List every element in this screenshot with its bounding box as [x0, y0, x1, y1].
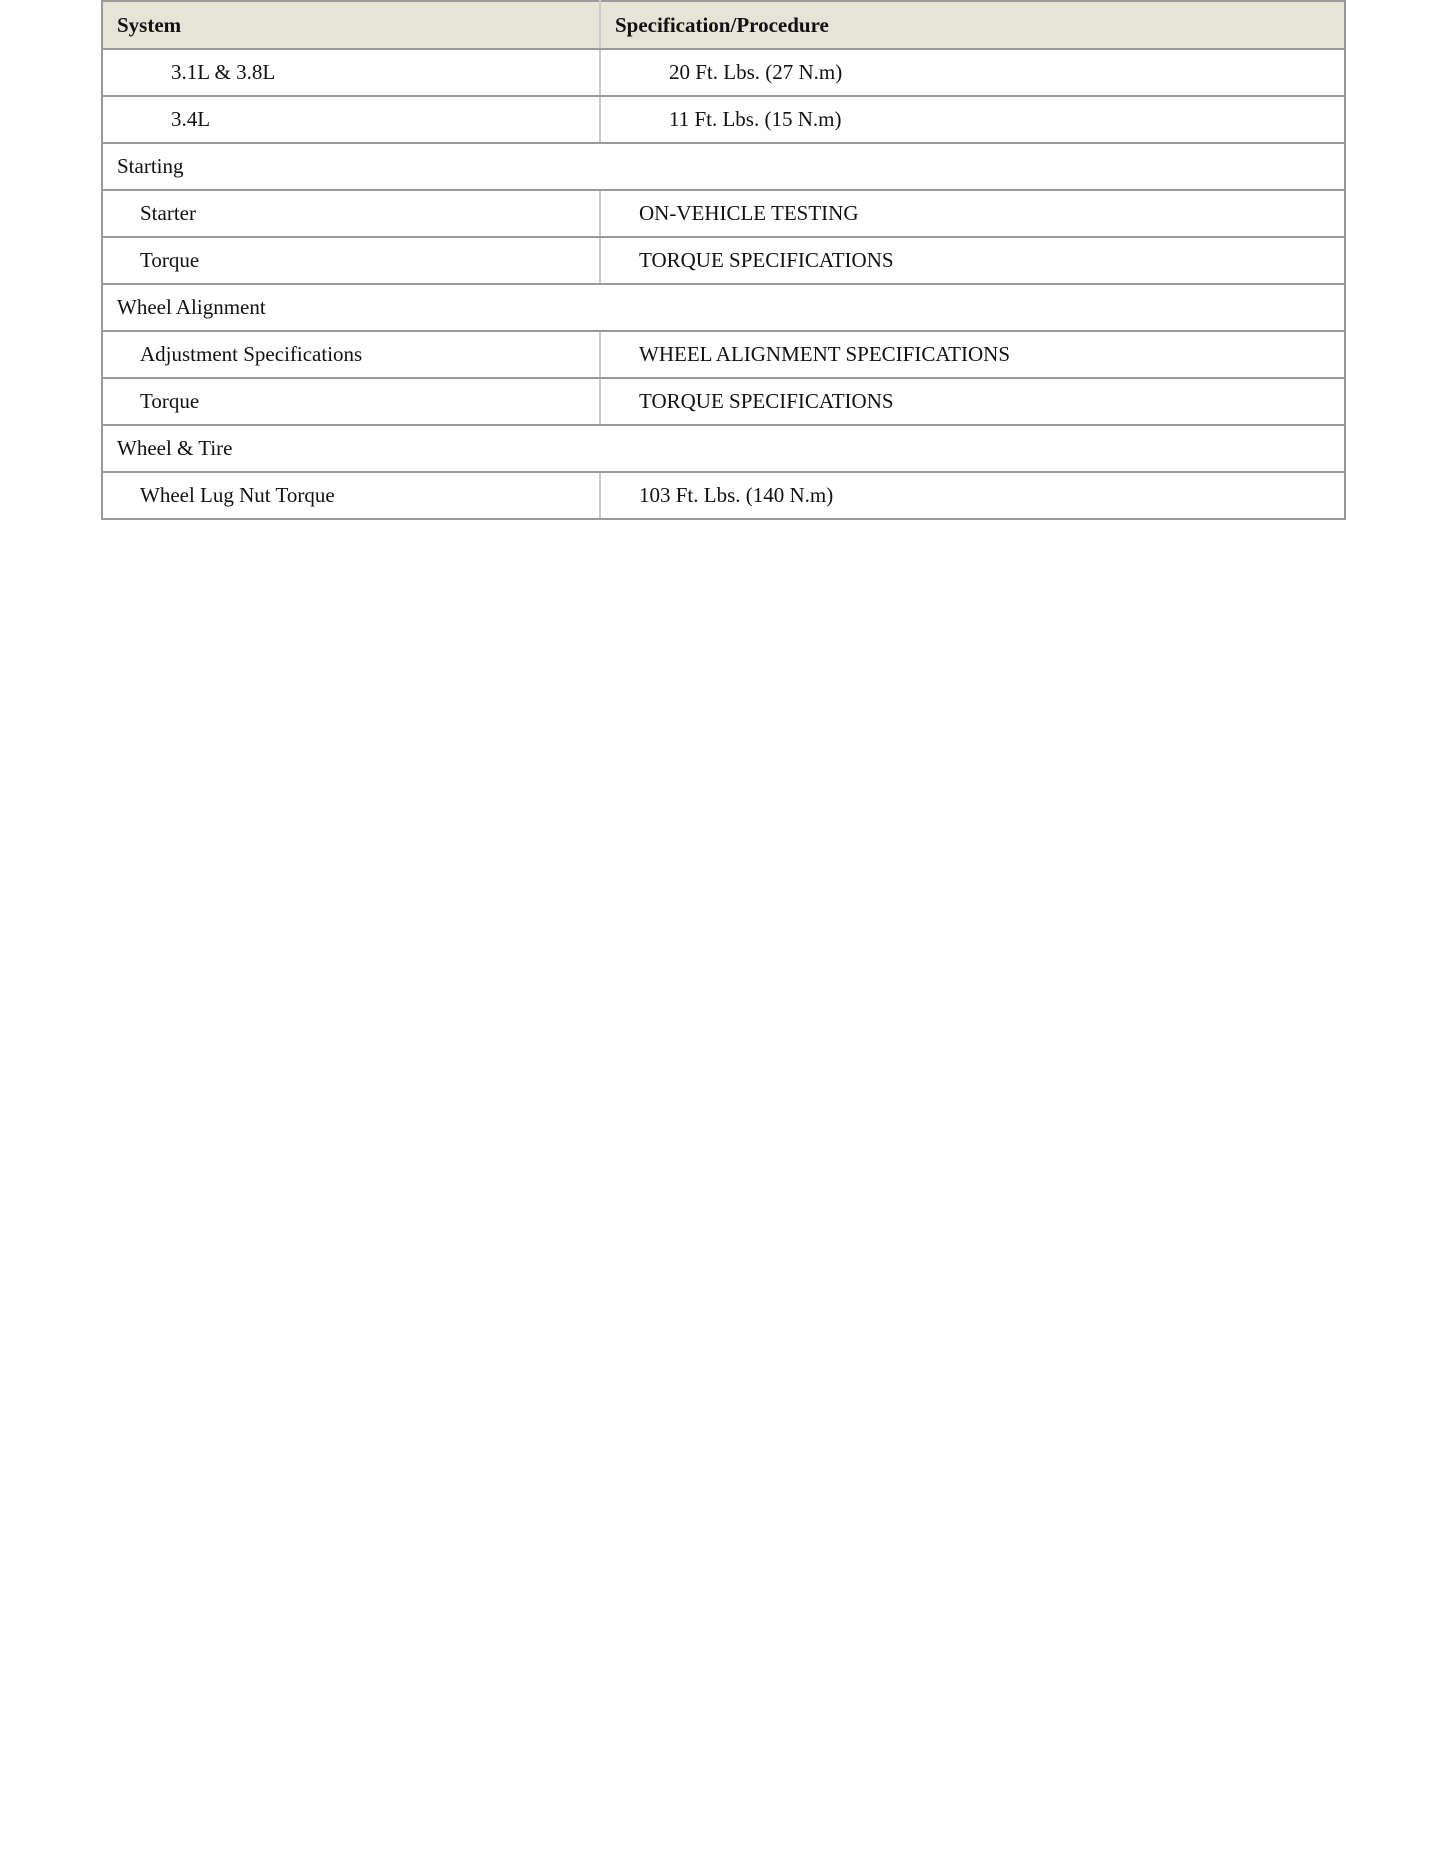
table-row [102, 237, 1345, 284]
section-heading-starting: Starting [102, 143, 1345, 190]
table-row [102, 472, 1345, 519]
spec-cell: 11 Ft. Lbs. (15 N.m) [600, 96, 1345, 143]
spec-cell: 20 Ft. Lbs. (27 N.m) [600, 49, 1345, 96]
system-cell: 3.4L [102, 96, 600, 143]
section-heading-wheel-tire: Wheel & Tire [102, 425, 1345, 472]
table-row [102, 49, 1345, 96]
header-specification: Specification/Procedure [600, 1, 1345, 49]
spec-link[interactable]: ON-VEHICLE TESTING [600, 190, 1345, 237]
table-row [102, 96, 1345, 143]
table-body [102, 49, 1345, 519]
spec-link[interactable]: TORQUE SPECIFICATIONS [600, 237, 1345, 284]
system-cell: Adjustment Specifications [102, 331, 600, 378]
table-row [102, 190, 1345, 237]
system-cell: Torque [102, 237, 600, 284]
header-system: System [102, 1, 600, 49]
table-header [102, 1, 1345, 49]
spec-link[interactable]: WHEEL ALIGNMENT SPECIFICATIONS [600, 331, 1345, 378]
system-cell: 3.1L & 3.8L [102, 49, 600, 96]
system-cell: Wheel Lug Nut Torque [102, 472, 600, 519]
system-cell: Torque [102, 378, 600, 425]
table-row [102, 331, 1345, 378]
specification-table [101, 0, 1346, 520]
section-row [102, 143, 1345, 190]
section-row [102, 425, 1345, 472]
table-row [102, 378, 1345, 425]
spec-link[interactable]: TORQUE SPECIFICATIONS [600, 378, 1345, 425]
spec-cell: 103 Ft. Lbs. (140 N.m) [600, 472, 1345, 519]
section-heading-wheel-alignment: Wheel Alignment [102, 284, 1345, 331]
header-row [102, 1, 1345, 49]
section-row [102, 284, 1345, 331]
system-cell: Starter [102, 190, 600, 237]
